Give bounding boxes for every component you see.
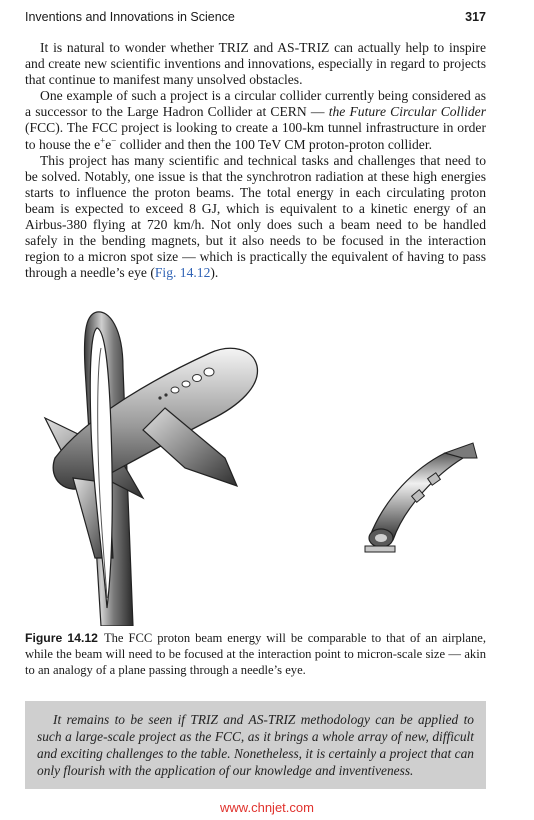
- collider-beam-pipe-icon: [365, 443, 477, 552]
- positron-superscript: +: [100, 135, 106, 146]
- paragraph-2-text-c: collider and then the 100 TeV CM proton-proton collider.: [116, 136, 433, 152]
- airplane-needle-illustration: [25, 308, 486, 626]
- page-number: 317: [465, 10, 486, 24]
- figure-14-12: [25, 308, 486, 626]
- paragraph-3: [25, 153, 486, 282]
- paragraph-3-text-a: This project has many scientific and technical tasks and challenges that need to be solved. Notably, one issue is that the synchrotron radiation at these high energies starts to influence the proton beams. The total energy in each circulating proton beam is expected to exceed 8 GJ, which is equivalent to a kinetic energy of an Airbus-380 flying at 720 km/h. Not only does such a beam need to be handled safely in the bending magnets, but it also needs to be focused in the interaction region to a micron spot size — which is practically the equivalent of having to pass through a needle’s eye (: [25, 152, 486, 281]
- fcc-name-italic: the Future Circular Collider: [328, 104, 487, 120]
- paragraph-3-text-b: ).: [210, 265, 219, 281]
- body-text: [25, 40, 486, 281]
- paragraph-1: [25, 40, 486, 88]
- paragraph-2-text-b: (FCC). The FCC project is looking to create a 100-km tunnel infrastructure in order to house the e: [25, 120, 486, 152]
- running-header-title: Inventions and Innovations in Science: [25, 10, 235, 24]
- callout-text: It remains to be seen if TRIZ and AS-TRIZ methodology can be applied to such a large-scale project as the FCC, as it brings a whole array of new, difficult and exciting challenges to the table. Nonetheless, it is certainly a project that can only flourish with the application of our knowledge and inventiveness.: [37, 712, 474, 778]
- electron-symbol: e: [105, 136, 112, 152]
- figure-caption-text: The FCC proton beam energy will be comparable to that of an airplane, while the beam will need to be focused at the interaction point to micron-scale size — akin to an analogy of a plane passing through a needle’s eye.: [25, 631, 486, 678]
- figure-reference-link[interactable]: Fig. 14.12: [154, 265, 211, 281]
- callout-box: [25, 701, 486, 789]
- figure-caption: [25, 630, 486, 679]
- figure-label: Figure 14.12: [25, 631, 98, 645]
- paragraph-2: [25, 88, 486, 152]
- watermark: www.chnjet.com: [220, 800, 314, 815]
- electron-superscript: −: [111, 135, 117, 146]
- paragraph-1-text: It is natural to wonder whether TRIZ and AS-TRIZ can actually help to inspire and create new scientific inventions and innovations, especially in regard to projects that continue to manifest many unsolved obstacles.: [25, 40, 486, 88]
- running-header: [25, 10, 486, 30]
- paragraph-2-text-a: One example of such a project is a circular collider currently being considered as a successor to the Large Hadron Collider at CERN —: [25, 88, 486, 120]
